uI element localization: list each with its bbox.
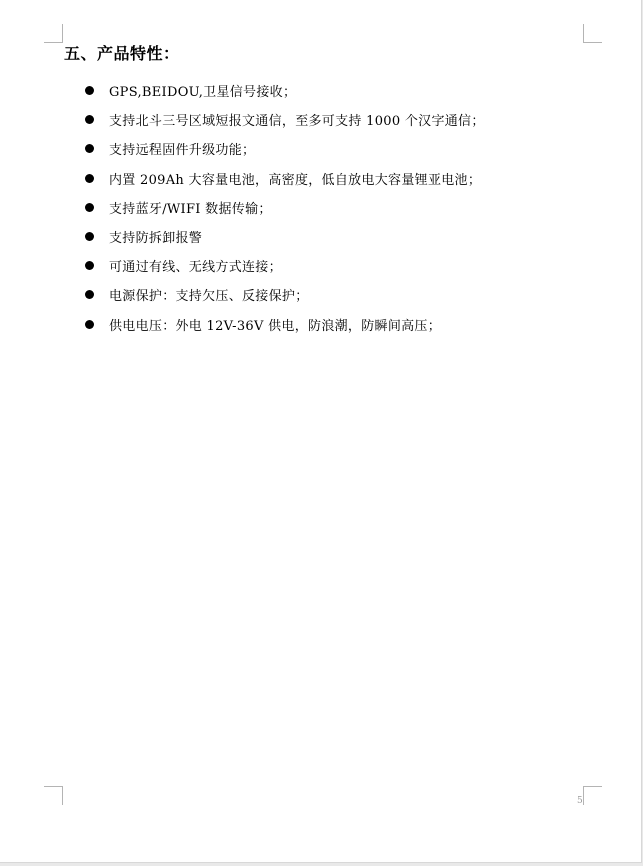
list-item-text: 支持北斗三号区域短报文通信，至多可支持 1000 个汉字通信； [109,114,485,130]
crop-mark-bottom-right [583,786,602,805]
bullet-icon [85,203,94,212]
bullet-icon [85,86,94,95]
list-item [84,222,485,251]
list-item-text: 支持防拆卸报警 [109,231,203,247]
crop-mark-top-left [44,24,63,43]
list-item [84,134,485,163]
page-number: 5 [577,796,583,806]
list-item-text: 供电电压：外电 12V-36V 供电，防浪潮，防瞬间高压； [109,318,442,334]
list-item [84,310,485,339]
list-item-text: 可通过有线、无线方式连接； [109,260,282,276]
list-item [84,280,485,309]
list-item [84,76,485,105]
list-item-text: 内置 209Ah 大容量电池，高密度，低自放电大容量锂亚电池； [109,172,482,188]
bullet-icon [85,232,94,241]
list-item-text: 支持蓝牙/WIFI 数据传输； [109,201,272,217]
list-item-text: 支持远程固件升级功能； [109,143,256,159]
list-item [84,164,485,193]
bullet-icon [85,115,94,124]
bullet-icon [85,144,94,153]
crop-mark-bottom-left [44,786,63,805]
bullet-icon [85,261,94,270]
list-item [84,105,485,134]
bullet-icon [85,290,94,299]
list-item [84,193,485,222]
list-item-text: 电源保护：支持欠压、反接保护； [109,289,309,305]
list-item [84,251,485,280]
list-item-text: GPS,BEIDOU,卫星信号接收； [109,85,297,101]
crop-mark-top-right [583,24,602,43]
section-heading: 五、产品特性： [64,44,180,63]
feature-list [84,76,485,339]
bullet-icon [85,174,94,183]
bullet-icon [85,320,94,329]
